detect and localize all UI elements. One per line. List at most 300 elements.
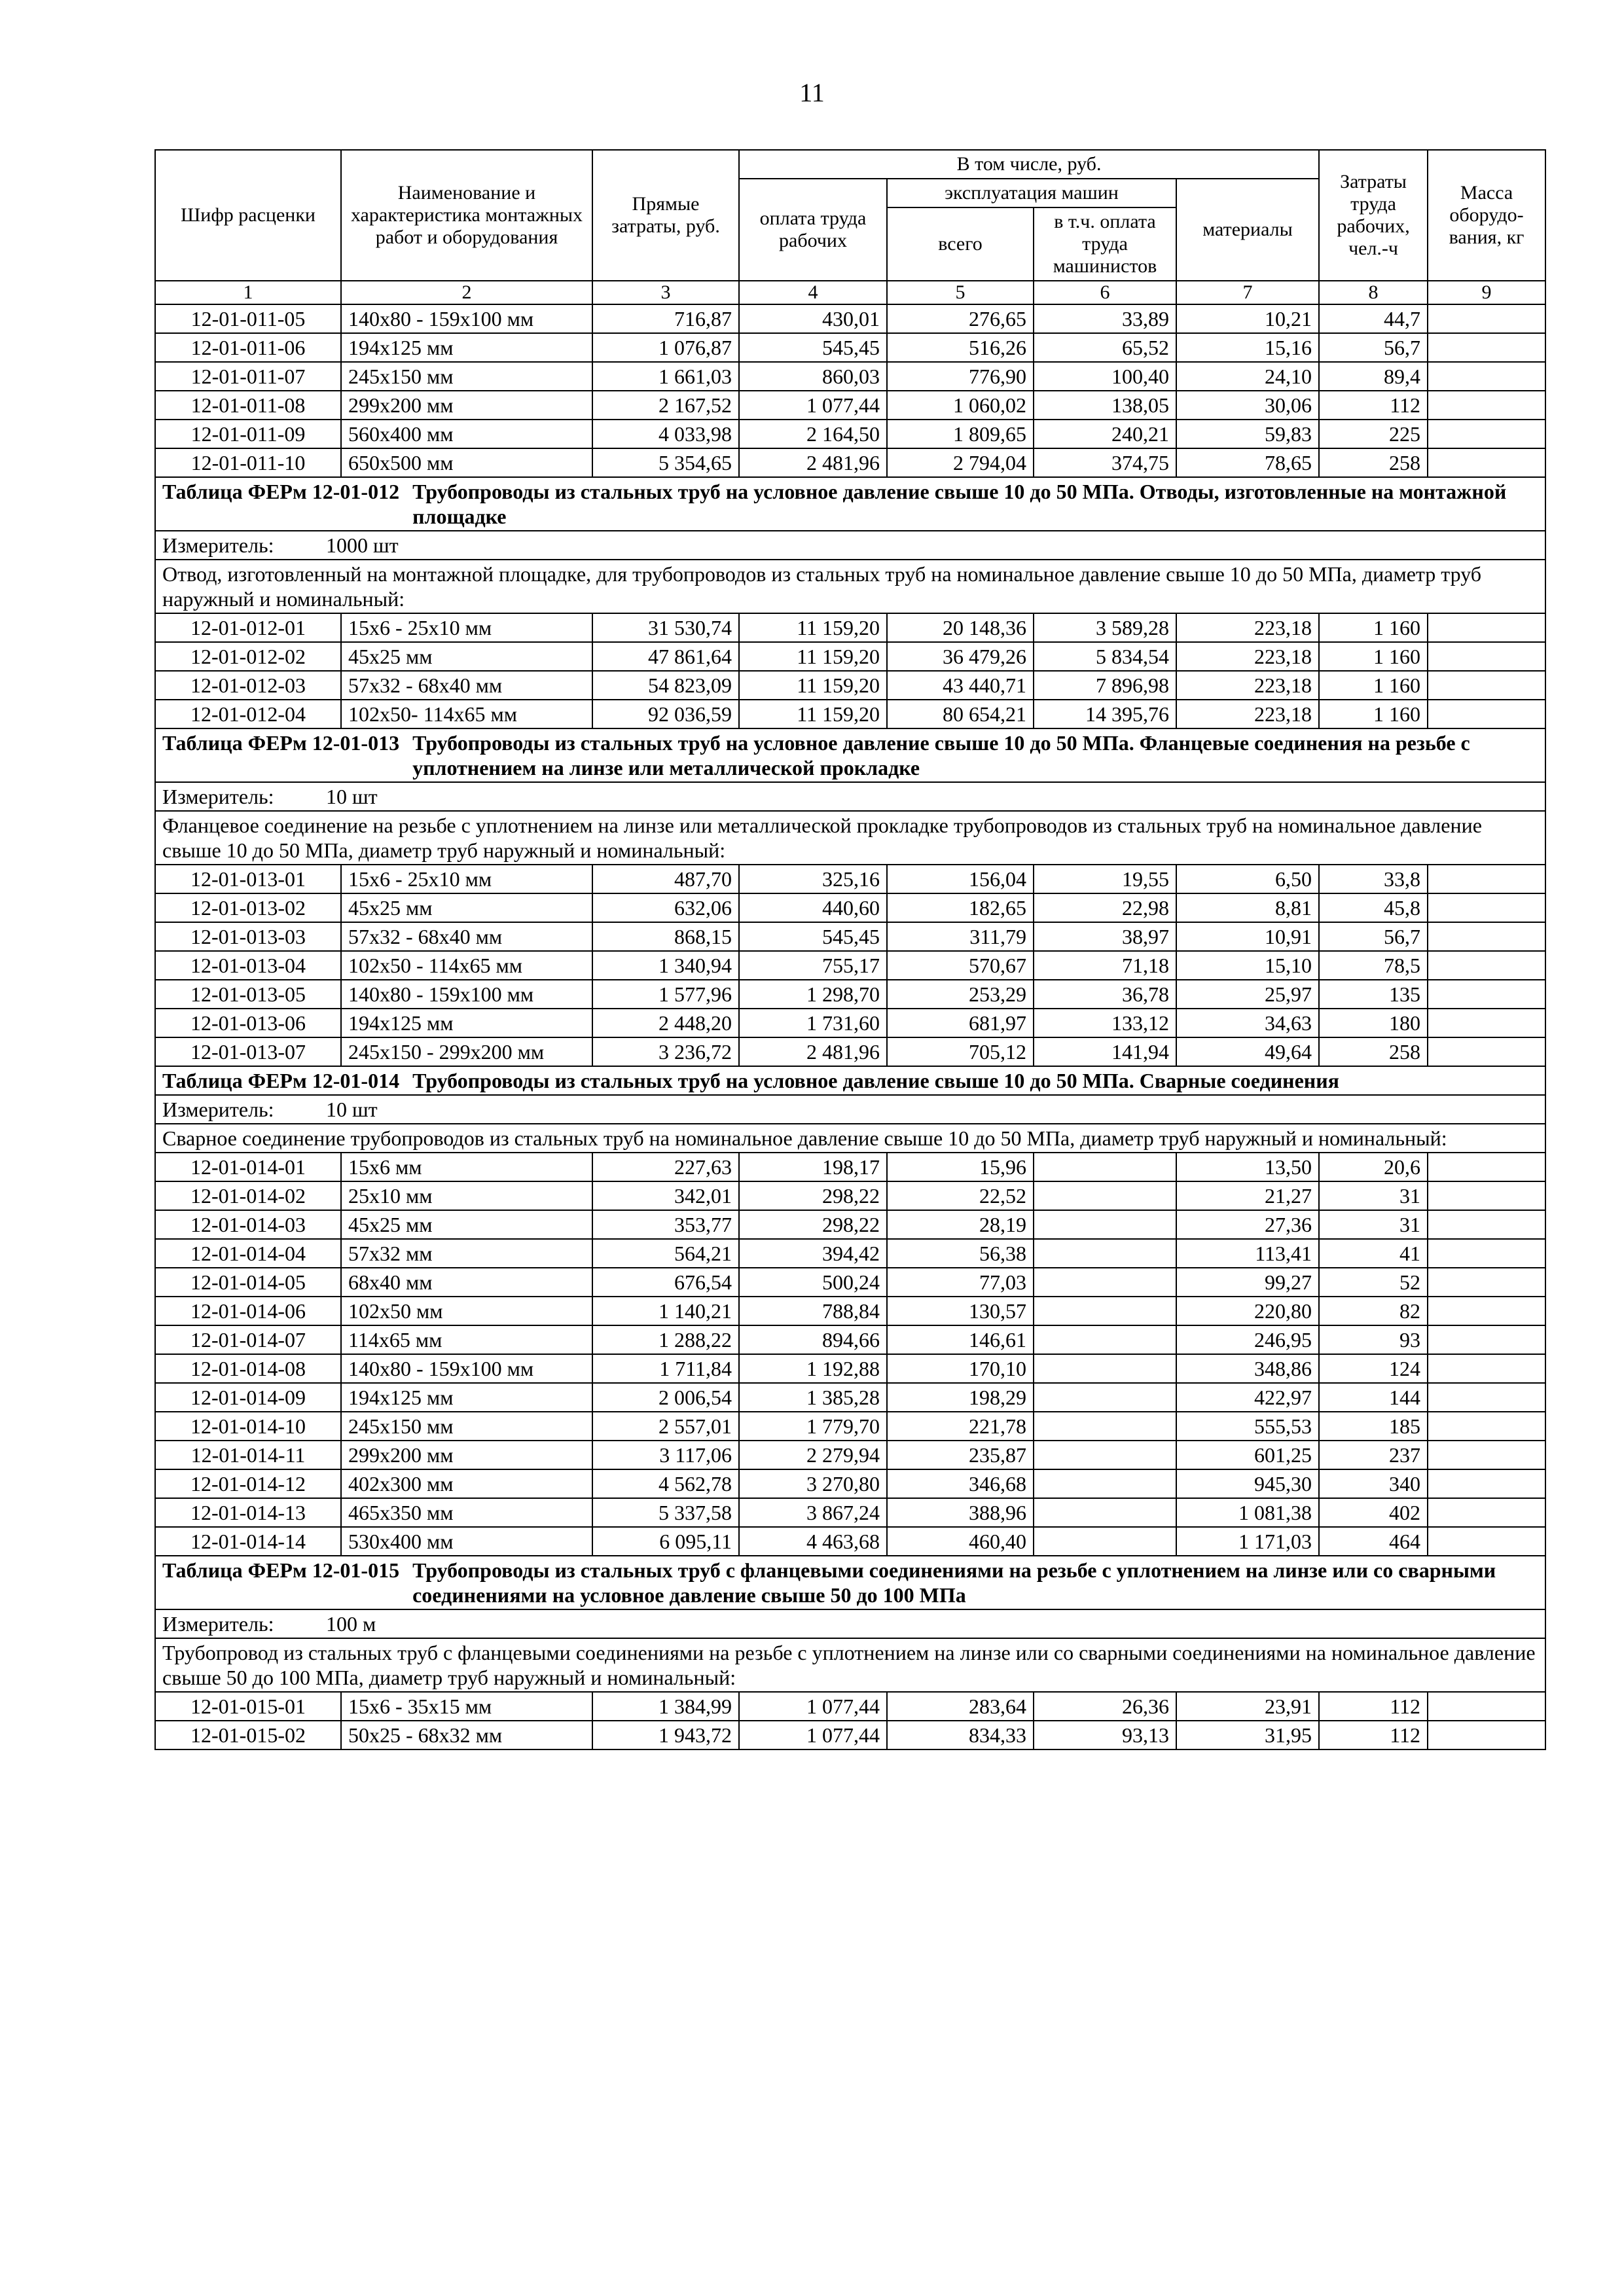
col-number: 3 — [592, 281, 739, 304]
row-labor: 225 — [1319, 420, 1428, 448]
row-mass — [1428, 613, 1545, 642]
section-description: Отвод, изготовленный на монтажной площадке, для трубопроводов из стальных труб на номинальное давление свыше 10 до 50 МПа, диаметр труб наружный и номинальный: — [155, 560, 1545, 613]
col-number: 4 — [739, 281, 887, 304]
row-machine-total: 681,97 — [887, 1009, 1034, 1037]
row-code: 12-01-012-02 — [155, 642, 341, 671]
row-code: 12-01-015-02 — [155, 1721, 341, 1749]
row-machine-wages: 7 896,98 — [1034, 671, 1176, 700]
row-name: 245х150 - 299х200 мм — [341, 1037, 592, 1066]
section-title-row — [155, 1066, 1545, 1095]
row-machine-total: 56,38 — [887, 1239, 1034, 1268]
section-title — [155, 1066, 1545, 1095]
table-row — [155, 1527, 1545, 1556]
table-row — [155, 922, 1545, 951]
row-machine-total: 156,04 — [887, 865, 1034, 893]
row-wages: 500,24 — [739, 1268, 887, 1297]
row-code: 12-01-013-01 — [155, 865, 341, 893]
row-direct: 47 861,64 — [592, 642, 739, 671]
row-machine-total: 146,61 — [887, 1325, 1034, 1354]
row-name: 57х32 мм — [341, 1239, 592, 1268]
row-direct: 54 823,09 — [592, 671, 739, 700]
row-mass — [1428, 865, 1545, 893]
row-name: 15х6 мм — [341, 1153, 592, 1181]
row-wages: 755,17 — [739, 951, 887, 980]
row-mass — [1428, 1692, 1545, 1721]
row-mass — [1428, 1498, 1545, 1527]
row-materials: 78,65 — [1176, 448, 1319, 477]
col-number: 7 — [1176, 281, 1319, 304]
row-labor: 340 — [1319, 1469, 1428, 1498]
row-code: 12-01-011-10 — [155, 448, 341, 477]
row-code: 12-01-014-01 — [155, 1153, 341, 1181]
row-name: 25х10 мм — [341, 1181, 592, 1210]
col-number: 1 — [155, 281, 341, 304]
row-machine-wages: 26,36 — [1034, 1692, 1176, 1721]
table-row — [155, 1268, 1545, 1297]
row-machine-total: 516,26 — [887, 333, 1034, 362]
row-machine-wages — [1034, 1181, 1176, 1210]
row-mass — [1428, 700, 1545, 728]
description-row — [155, 560, 1545, 613]
row-wages: 11 159,20 — [739, 642, 887, 671]
row-name: 402х300 мм — [341, 1469, 592, 1498]
row-name: 45х25 мм — [341, 642, 592, 671]
row-materials: 23,91 — [1176, 1692, 1319, 1721]
row-machine-wages — [1034, 1469, 1176, 1498]
row-mass — [1428, 1210, 1545, 1239]
row-code: 12-01-012-04 — [155, 700, 341, 728]
row-wages: 3 270,80 — [739, 1469, 887, 1498]
description-row — [155, 1124, 1545, 1153]
row-mass — [1428, 642, 1545, 671]
measure-label: Измеритель: — [162, 785, 274, 808]
row-machine-total: 253,29 — [887, 980, 1034, 1009]
section-heading: Трубопроводы из стальных труб на условное давление свыше 10 до 50 МПа. Сварные соединения — [412, 1069, 1339, 1092]
row-name: 299х200 мм — [341, 1441, 592, 1469]
page-number: 11 — [799, 78, 825, 107]
row-machine-total: 182,65 — [887, 893, 1034, 922]
row-wages: 2 481,96 — [739, 448, 887, 477]
header-name: Наименование и характеристика монтажных работ и оборудования — [341, 150, 592, 281]
row-wages: 440,60 — [739, 893, 887, 922]
row-code: 12-01-014-11 — [155, 1441, 341, 1469]
row-machine-total: 776,90 — [887, 362, 1034, 391]
table-row — [155, 642, 1545, 671]
row-materials: 31,95 — [1176, 1721, 1319, 1749]
header-wages: оплата труда рабочих — [739, 179, 887, 281]
row-wages: 545,45 — [739, 922, 887, 951]
row-mass — [1428, 893, 1545, 922]
row-materials: 223,18 — [1176, 613, 1319, 642]
row-materials: 945,30 — [1176, 1469, 1319, 1498]
row-machine-wages: 5 834,54 — [1034, 642, 1176, 671]
header-mass: Масса оборудо-вания, кг — [1428, 150, 1545, 281]
measure-value: 10 шт — [326, 1098, 378, 1121]
row-code: 12-01-013-03 — [155, 922, 341, 951]
row-machine-wages: 22,98 — [1034, 893, 1176, 922]
table-row — [155, 1354, 1545, 1383]
row-materials: 15,10 — [1176, 951, 1319, 980]
row-wages: 11 159,20 — [739, 700, 887, 728]
row-machine-wages: 240,21 — [1034, 420, 1176, 448]
row-machine-total: 20 148,36 — [887, 613, 1034, 642]
table-row — [155, 1498, 1545, 1527]
row-name: 194х125 мм — [341, 333, 592, 362]
measure — [155, 531, 1545, 560]
row-labor: 144 — [1319, 1383, 1428, 1412]
row-machine-total: 388,96 — [887, 1498, 1034, 1527]
measure-value: 100 м — [326, 1612, 376, 1636]
row-labor: 45,8 — [1319, 893, 1428, 922]
header-materials: материалы — [1176, 179, 1319, 281]
header-machine-wages: в т.ч. оплата труда машинистов — [1034, 207, 1176, 281]
row-wages: 298,22 — [739, 1210, 887, 1239]
row-machine-wages — [1034, 1527, 1176, 1556]
row-name: 140х80 - 159х100 мм — [341, 304, 592, 333]
row-materials: 34,63 — [1176, 1009, 1319, 1037]
row-machine-total: 15,96 — [887, 1153, 1034, 1181]
row-materials: 99,27 — [1176, 1268, 1319, 1297]
row-machine-total: 77,03 — [887, 1268, 1034, 1297]
row-labor: 1 160 — [1319, 700, 1428, 728]
measure-label: Измеритель: — [162, 533, 274, 557]
col-number: 9 — [1428, 281, 1545, 304]
row-labor: 82 — [1319, 1297, 1428, 1325]
row-name: 194х125 мм — [341, 1009, 592, 1037]
description-row — [155, 811, 1545, 865]
row-code: 12-01-013-02 — [155, 893, 341, 922]
row-direct: 564,21 — [592, 1239, 739, 1268]
row-mass — [1428, 1354, 1545, 1383]
row-code: 12-01-014-04 — [155, 1239, 341, 1268]
row-wages: 2 279,94 — [739, 1441, 887, 1469]
row-direct: 31 530,74 — [592, 613, 739, 642]
table-row — [155, 304, 1545, 333]
row-materials: 10,21 — [1176, 304, 1319, 333]
row-machine-wages — [1034, 1210, 1176, 1239]
row-wages: 894,66 — [739, 1325, 887, 1354]
measure-row — [155, 1609, 1545, 1638]
row-machine-total: 28,19 — [887, 1210, 1034, 1239]
table-row — [155, 1153, 1545, 1181]
row-wages: 11 159,20 — [739, 671, 887, 700]
measure — [155, 782, 1545, 811]
row-machine-wages — [1034, 1325, 1176, 1354]
table-row — [155, 671, 1545, 700]
row-machine-wages: 3 589,28 — [1034, 613, 1176, 642]
row-materials: 422,97 — [1176, 1383, 1319, 1412]
row-wages: 1 385,28 — [739, 1383, 887, 1412]
row-machine-total: 276,65 — [887, 304, 1034, 333]
header-including: В том числе, руб. — [739, 150, 1319, 179]
row-mass — [1428, 1297, 1545, 1325]
section-title — [155, 477, 1545, 531]
row-materials: 1 081,38 — [1176, 1498, 1319, 1527]
table-row — [155, 951, 1545, 980]
row-direct: 2 448,20 — [592, 1009, 739, 1037]
row-direct: 92 036,59 — [592, 700, 739, 728]
row-wages: 1 077,44 — [739, 1692, 887, 1721]
col-number: 5 — [887, 281, 1034, 304]
row-materials: 246,95 — [1176, 1325, 1319, 1354]
row-machine-total: 80 654,21 — [887, 700, 1034, 728]
table-row — [155, 448, 1545, 477]
measure — [155, 1609, 1545, 1638]
row-code: 12-01-013-05 — [155, 980, 341, 1009]
column-number-row — [155, 281, 1545, 304]
row-machine-wages — [1034, 1297, 1176, 1325]
row-materials: 223,18 — [1176, 642, 1319, 671]
row-labor: 56,7 — [1319, 333, 1428, 362]
row-machine-total: 22,52 — [887, 1181, 1034, 1210]
row-direct: 2 006,54 — [592, 1383, 739, 1412]
row-labor: 258 — [1319, 1037, 1428, 1066]
row-labor: 1 160 — [1319, 613, 1428, 642]
section-heading: Трубопроводы из стальных труб на условное давление свыше 10 до 50 МПа. Отводы, изготовленные на монтажной площадке — [412, 480, 1507, 528]
row-machine-wages: 71,18 — [1034, 951, 1176, 980]
row-code: 12-01-013-04 — [155, 951, 341, 980]
table-row — [155, 1383, 1545, 1412]
row-name: 299х200 мм — [341, 391, 592, 420]
row-machine-total: 460,40 — [887, 1527, 1034, 1556]
row-labor: 258 — [1319, 448, 1428, 477]
row-direct: 2 557,01 — [592, 1412, 739, 1441]
row-machine-wages: 14 395,76 — [1034, 700, 1176, 728]
row-code: 12-01-014-02 — [155, 1181, 341, 1210]
section-prefix: Таблица ФЕРм 12-01-015 — [162, 1558, 400, 1582]
row-machine-wages — [1034, 1354, 1176, 1383]
row-direct: 868,15 — [592, 922, 739, 951]
row-machine-wages — [1034, 1239, 1176, 1268]
row-code: 12-01-014-14 — [155, 1527, 341, 1556]
row-name: 102х50- 114х65 мм — [341, 700, 592, 728]
row-wages: 325,16 — [739, 865, 887, 893]
row-materials: 220,80 — [1176, 1297, 1319, 1325]
row-labor: 93 — [1319, 1325, 1428, 1354]
row-materials: 30,06 — [1176, 391, 1319, 420]
row-labor: 20,6 — [1319, 1153, 1428, 1181]
section-heading: Трубопроводы из стальных труб с фланцевыми соединениями на резьбе с уплотнением на линзе или со сварными соединениями на условное давление свыше 50 до 100 МПа — [412, 1558, 1496, 1607]
row-code: 12-01-013-06 — [155, 1009, 341, 1037]
table-row — [155, 1210, 1545, 1239]
row-name: 114х65 мм — [341, 1325, 592, 1354]
row-machine-wages: 138,05 — [1034, 391, 1176, 420]
section-title — [155, 1556, 1545, 1609]
row-labor: 44,7 — [1319, 304, 1428, 333]
row-materials: 15,16 — [1176, 333, 1319, 362]
table-row — [155, 1037, 1545, 1066]
row-name: 102х50 мм — [341, 1297, 592, 1325]
row-labor: 89,4 — [1319, 362, 1428, 391]
row-code: 12-01-012-03 — [155, 671, 341, 700]
row-name: 245х150 мм — [341, 1412, 592, 1441]
row-name: 465х350 мм — [341, 1498, 592, 1527]
row-direct: 5 354,65 — [592, 448, 739, 477]
section-title — [155, 728, 1545, 782]
row-mass — [1428, 1412, 1545, 1441]
row-mass — [1428, 1239, 1545, 1268]
header-row — [155, 150, 1545, 179]
row-direct: 1 140,21 — [592, 1297, 739, 1325]
table-row — [155, 1181, 1545, 1210]
row-code: 12-01-014-06 — [155, 1297, 341, 1325]
col-number: 8 — [1319, 281, 1428, 304]
row-materials: 27,36 — [1176, 1210, 1319, 1239]
price-table — [154, 149, 1546, 1750]
row-name: 140х80 - 159х100 мм — [341, 980, 592, 1009]
row-wages: 394,42 — [739, 1239, 887, 1268]
row-mass — [1428, 1009, 1545, 1037]
row-labor: 402 — [1319, 1498, 1428, 1527]
row-materials: 49,64 — [1176, 1037, 1319, 1066]
row-direct: 1 384,99 — [592, 1692, 739, 1721]
row-labor: 56,7 — [1319, 922, 1428, 951]
row-name: 194х125 мм — [341, 1383, 592, 1412]
row-labor: 112 — [1319, 1692, 1428, 1721]
row-code: 12-01-012-01 — [155, 613, 341, 642]
row-code: 12-01-013-07 — [155, 1037, 341, 1066]
row-name: 650х500 мм — [341, 448, 592, 477]
row-direct: 3 117,06 — [592, 1441, 739, 1469]
section-prefix: Таблица ФЕРм 12-01-013 — [162, 731, 400, 755]
row-wages: 1 731,60 — [739, 1009, 887, 1037]
measure-label: Измеритель: — [162, 1612, 274, 1636]
row-materials: 223,18 — [1176, 700, 1319, 728]
table-row — [155, 1009, 1545, 1037]
col-number: 2 — [341, 281, 592, 304]
row-code: 12-01-014-12 — [155, 1469, 341, 1498]
row-direct: 716,87 — [592, 304, 739, 333]
measure-value: 1000 шт — [326, 533, 399, 557]
row-machine-wages — [1034, 1441, 1176, 1469]
table-row — [155, 893, 1545, 922]
row-machine-wages: 33,89 — [1034, 304, 1176, 333]
table-row — [155, 362, 1545, 391]
row-machine-total: 235,87 — [887, 1441, 1034, 1469]
row-code: 12-01-014-03 — [155, 1210, 341, 1239]
row-wages: 3 867,24 — [739, 1498, 887, 1527]
row-mass — [1428, 1383, 1545, 1412]
table-row — [155, 391, 1545, 420]
row-name: 140х80 - 159х100 мм — [341, 1354, 592, 1383]
row-direct: 353,77 — [592, 1210, 739, 1239]
table-row — [155, 1239, 1545, 1268]
row-machine-total: 43 440,71 — [887, 671, 1034, 700]
row-labor: 1 160 — [1319, 642, 1428, 671]
row-name: 102х50 - 114х65 мм — [341, 951, 592, 980]
row-machine-total: 130,57 — [887, 1297, 1034, 1325]
row-materials: 223,18 — [1176, 671, 1319, 700]
col-number: 6 — [1034, 281, 1176, 304]
row-direct: 1 340,94 — [592, 951, 739, 980]
row-machine-wages — [1034, 1383, 1176, 1412]
row-direct: 342,01 — [592, 1181, 739, 1210]
row-materials: 25,97 — [1176, 980, 1319, 1009]
measure-value: 10 шт — [326, 785, 378, 808]
row-code: 12-01-011-05 — [155, 304, 341, 333]
row-mass — [1428, 391, 1545, 420]
table-row — [155, 1325, 1545, 1354]
row-name: 15х6 - 35х15 мм — [341, 1692, 592, 1721]
row-machine-total: 834,33 — [887, 1721, 1034, 1749]
row-direct: 3 236,72 — [592, 1037, 739, 1066]
measure-row — [155, 531, 1545, 560]
section-title-row — [155, 477, 1545, 531]
row-labor: 78,5 — [1319, 951, 1428, 980]
row-name: 45х25 мм — [341, 893, 592, 922]
row-wages: 2 481,96 — [739, 1037, 887, 1066]
row-machine-wages: 100,40 — [1034, 362, 1176, 391]
row-labor: 464 — [1319, 1527, 1428, 1556]
row-code: 12-01-014-10 — [155, 1412, 341, 1441]
row-machine-wages: 36,78 — [1034, 980, 1176, 1009]
row-direct: 6 095,11 — [592, 1527, 739, 1556]
row-name: 245х150 мм — [341, 362, 592, 391]
row-direct: 227,63 — [592, 1153, 739, 1181]
row-direct: 1 711,84 — [592, 1354, 739, 1383]
row-code: 12-01-011-06 — [155, 333, 341, 362]
row-wages: 430,01 — [739, 304, 887, 333]
row-code: 12-01-011-07 — [155, 362, 341, 391]
row-machine-total: 36 479,26 — [887, 642, 1034, 671]
section-title-row — [155, 1556, 1545, 1609]
row-labor: 33,8 — [1319, 865, 1428, 893]
section-prefix: Таблица ФЕРм 12-01-012 — [162, 480, 400, 503]
row-mass — [1428, 420, 1545, 448]
row-wages: 545,45 — [739, 333, 887, 362]
table-row — [155, 1692, 1545, 1721]
row-wages: 4 463,68 — [739, 1527, 887, 1556]
row-labor: 1 160 — [1319, 671, 1428, 700]
row-code: 12-01-014-08 — [155, 1354, 341, 1383]
row-name: 68х40 мм — [341, 1268, 592, 1297]
row-labor: 180 — [1319, 1009, 1428, 1037]
row-machine-total: 311,79 — [887, 922, 1034, 951]
section-heading: Трубопроводы из стальных труб на условное давление свыше 10 до 50 МПа. Фланцевые соединения на резьбе с уплотнением на линзе или металлической прокладке — [412, 731, 1470, 780]
row-direct: 1 288,22 — [592, 1325, 739, 1354]
row-wages: 1 192,88 — [739, 1354, 887, 1383]
row-direct: 5 337,58 — [592, 1498, 739, 1527]
row-code: 12-01-015-01 — [155, 1692, 341, 1721]
row-wages: 298,22 — [739, 1181, 887, 1210]
row-mass — [1428, 1527, 1545, 1556]
row-code: 12-01-014-07 — [155, 1325, 341, 1354]
row-machine-wages — [1034, 1153, 1176, 1181]
row-machine-total: 283,64 — [887, 1692, 1034, 1721]
row-labor: 41 — [1319, 1239, 1428, 1268]
row-wages: 198,17 — [739, 1153, 887, 1181]
row-materials: 21,27 — [1176, 1181, 1319, 1210]
section-description: Трубопровод из стальных труб с фланцевыми соединениями на резьбе с уплотнением на линзе или со сварными соединениями на номинальное давление свыше 50 до 100 МПа, диаметр труб наружный и номинальный: — [155, 1638, 1545, 1692]
measure-label: Измеритель: — [162, 1098, 274, 1121]
row-mass — [1428, 980, 1545, 1009]
row-mass — [1428, 1325, 1545, 1354]
row-materials: 6,50 — [1176, 865, 1319, 893]
row-direct: 1 577,96 — [592, 980, 739, 1009]
row-materials: 555,53 — [1176, 1412, 1319, 1441]
row-mass — [1428, 1721, 1545, 1749]
section-prefix: Таблица ФЕРм 12-01-014 — [162, 1069, 400, 1092]
row-machine-total: 170,10 — [887, 1354, 1034, 1383]
row-machine-total: 705,12 — [887, 1037, 1034, 1066]
row-materials: 1 171,03 — [1176, 1527, 1319, 1556]
row-materials: 8,81 — [1176, 893, 1319, 922]
row-mass — [1428, 448, 1545, 477]
header-direct: Прямые затраты, руб. — [592, 150, 739, 281]
row-mass — [1428, 1469, 1545, 1498]
row-wages: 1 298,70 — [739, 980, 887, 1009]
row-machine-wages — [1034, 1498, 1176, 1527]
